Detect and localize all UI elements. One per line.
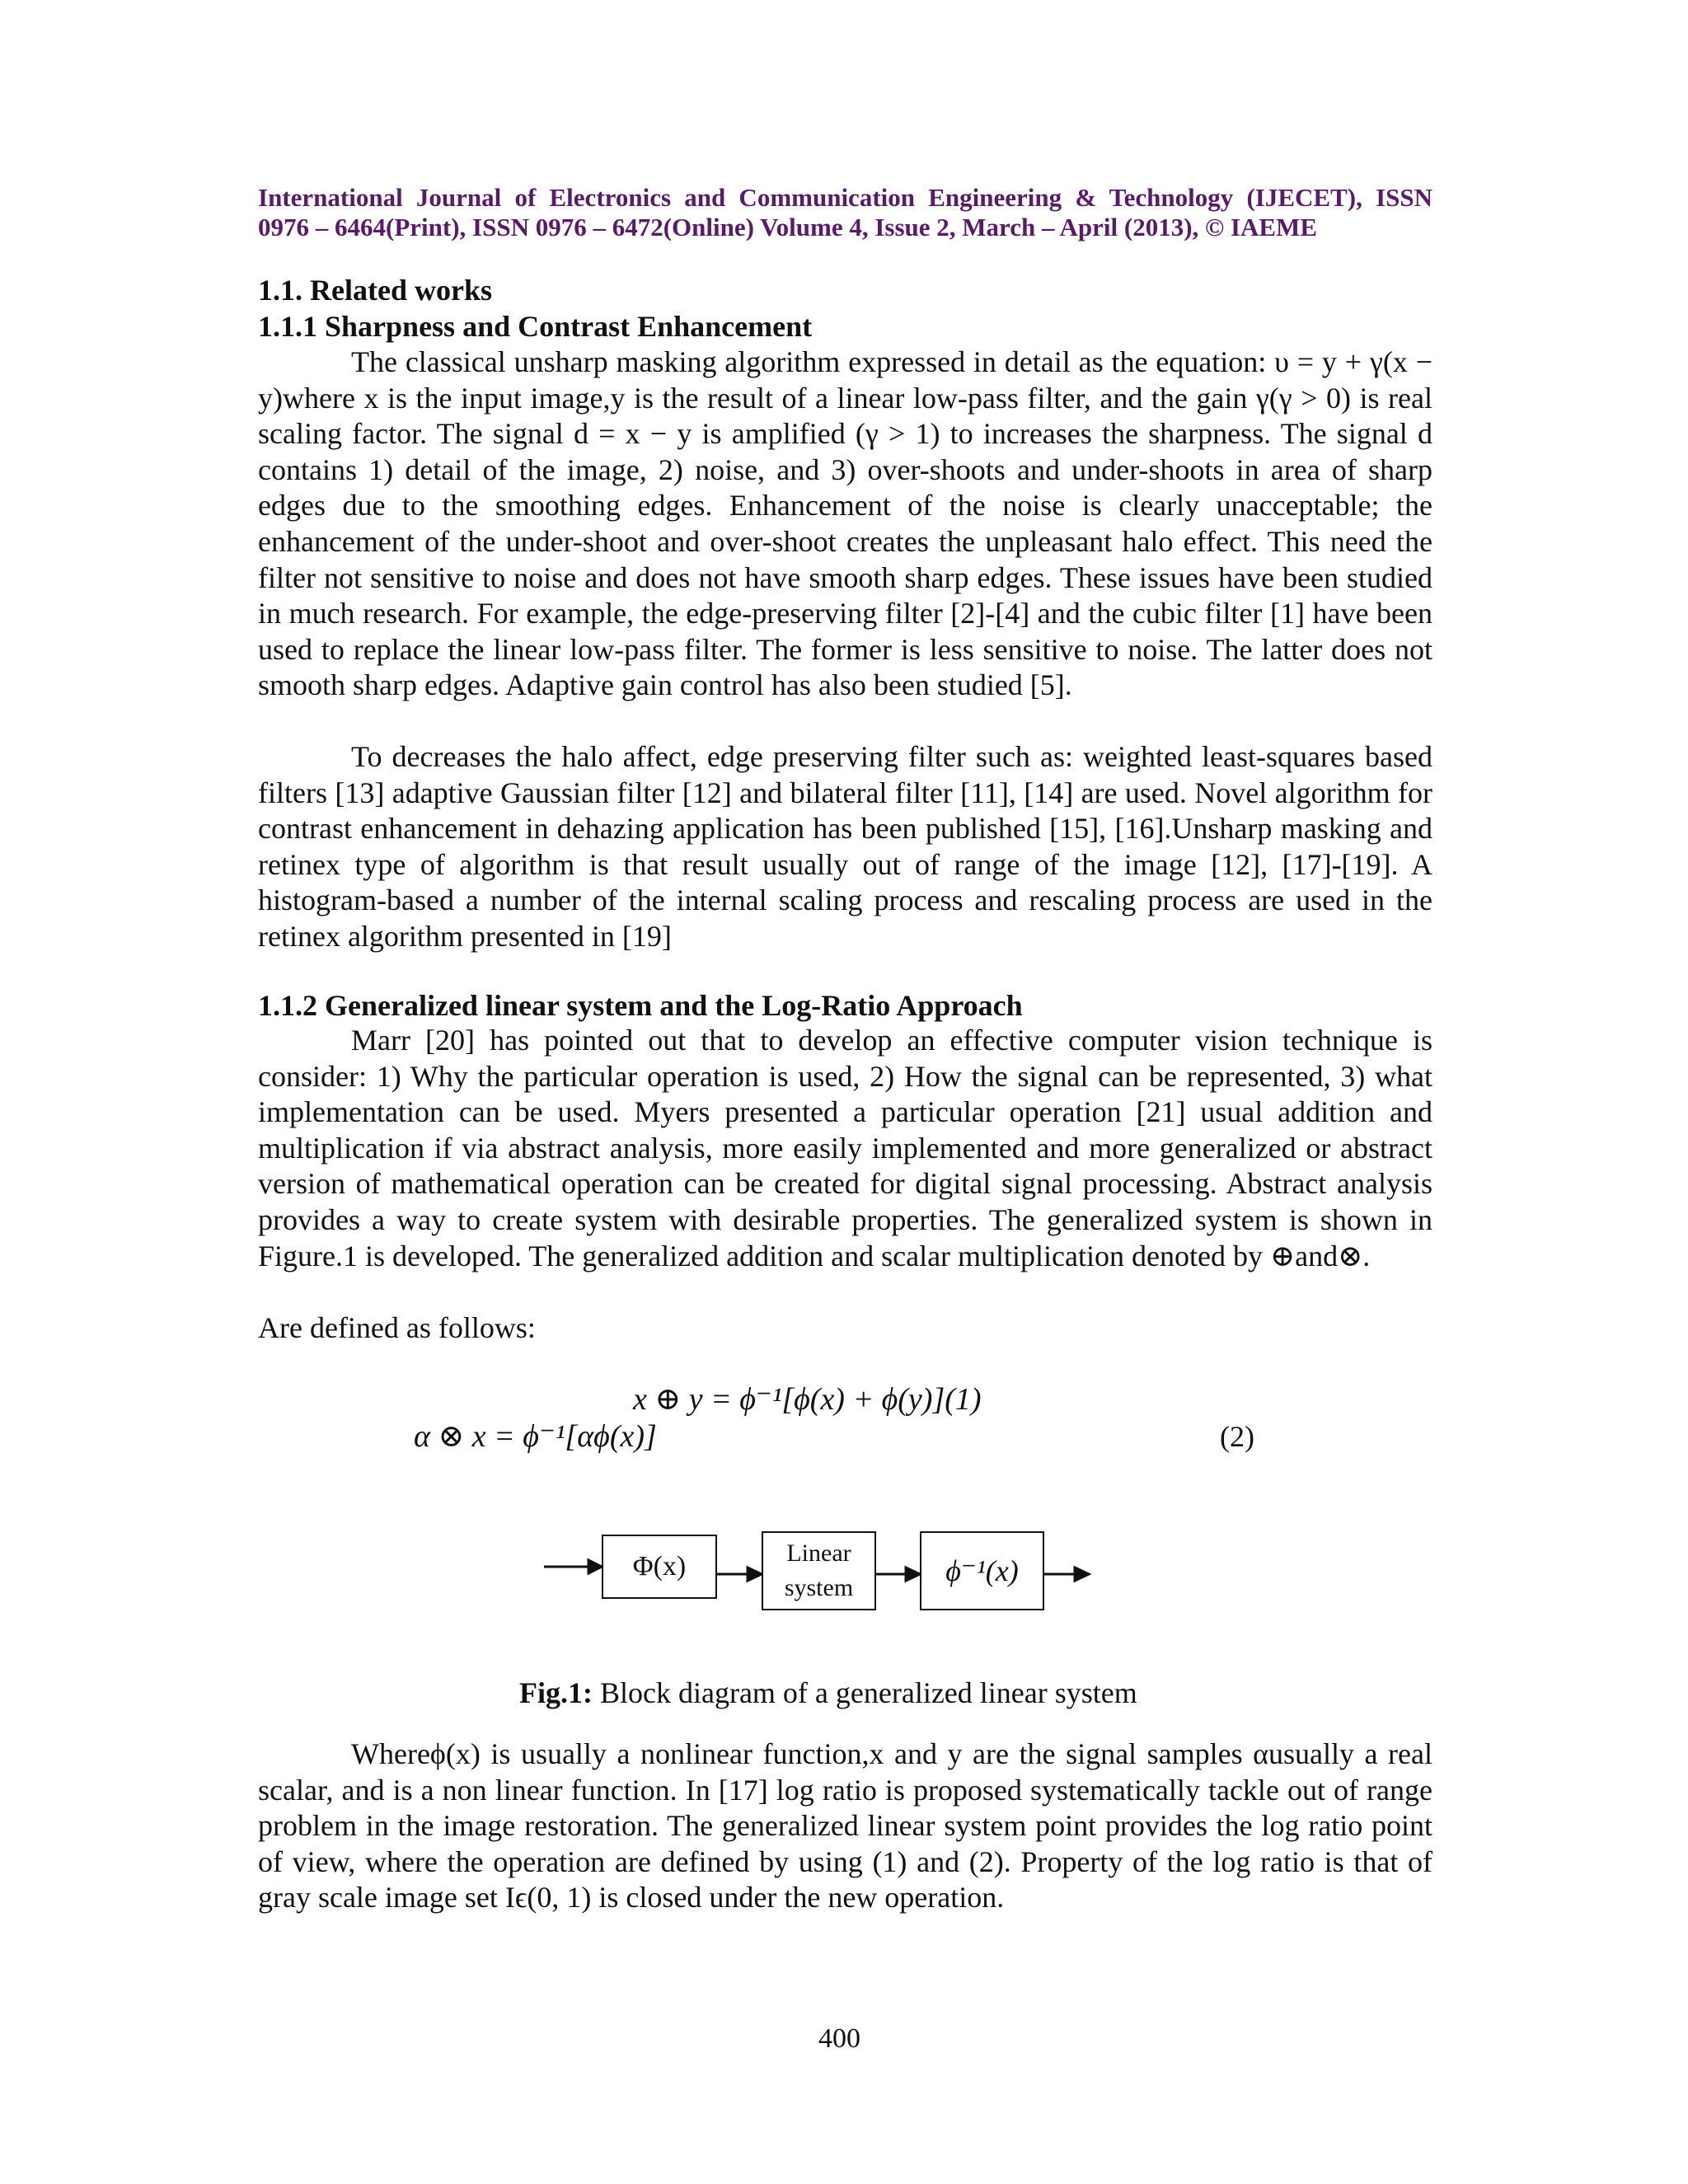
block-phi-inverse-label: ϕ⁻¹(x) [945,1554,1019,1587]
paragraph-1-text: The classical unsharp masking algorithm expressed in detail as the equation: υ = y + γ(x − y)where x is the input image,y is the result of a linear low-pass filter, and the gain γ(γ > 0) is real scaling factor. The signal d = x − y is amplified (γ > 1) to increases the sharpness. The signal d contains 1) detail of the image, 2) noise, and 3) over-shoots and under-shoots in area of sharp edges due to the smoothing edges. Enhancement of the noise is clearly unacceptable; the enhancement of the under-shoot and over-shoot creates the unpleasant halo effect. This need the filter not sensitive to noise and does not have smooth sharp edges. These issues have been studied in much research. For example, the edge-preserving filter [2]-[4] and the cubic filter [1] have been used to replace the linear low-pass filter. The former is less sensitive to noise. The latter does not smooth sharp edges. Adaptive gain control has also been studied [5]. [258,345,1432,702]
page-number: 400 [818,2023,860,2054]
block-linear-system [762,1531,876,1610]
arrow-1-to-2-head [748,1568,762,1581]
figure-caption [519,1675,1137,1711]
paragraph-3-text: Marr [20] has pointed out that to develop an effective computer vision technique is consider: 1) Why the particular operation is used, 2) How the signal can be represented, 3) what implementation can be used. Myers presented a particular operation [21] usual addition and multiplication if via abstract analysis, more easily implemented and more generalized or abstract version of mathematical operation can be created for digital signal processing. Abstract analysis provides a way to create system with desirable properties. The generalized system is shown in Figure.1 is developed. The generalized addition and scalar multiplication denoted by ⊕and⊗. [258,1024,1432,1272]
paragraph-4: Are defined as follows: [258,1311,536,1344]
arrow-2-to-3-head [906,1568,920,1581]
equation-2: α ⊗ x = ϕ⁻¹[αϕ(x)] [414,1419,657,1454]
subsection-1-title: 1.1.1 Sharpness and Contrast Enhancement [258,310,813,343]
arrow-output-head [1075,1568,1089,1581]
section-title: 1.1. Related works [258,274,492,307]
block-linear-system-label [785,1536,853,1605]
equation-1: x ⊕ y = ϕ⁻¹[ϕ(x) + ϕ(y)](1) [633,1382,982,1417]
figure-caption-label: Fig.1: [519,1676,593,1709]
block-linear-line-1: Linear [786,1540,851,1567]
block-phi-label: Φ(x) [632,1551,687,1582]
paragraph-5-text: Whereϕ(x) is usually a nonlinear function,x and y are the signal samples αusually a real scalar, and is a non linear function. In [17] log ratio is proposed systematically tackle out of range problem in the image restoration. The generalized linear system point provides the log ratio point of view, where the operation are defined by using (1) and (2). Property of the log ratio is that of gray scale image set Iϵ(0, 1) is closed under the new operation. [258,1737,1432,1915]
paragraph-2-text: To decreases the halo affect, edge preserving filter such as: weighted least-squares based filters [13] adaptive Gaussian filter [12] and bilateral filter [11], [14] are used. Novel algorithm for contrast enhancement in dehazing application has been published [15], [16].Unsharp masking and retinex type of algorithm is that result usually out of range of the image [12], [17]-[19]. A histogram-based a number of the internal scaling process and rescaling process are used in the retinex algorithm presented in [19] [258,740,1432,953]
block-phi-inverse [920,1531,1044,1610]
figure-caption-text: Block diagram of a generalized linear system [592,1676,1137,1709]
arrow-input-head [588,1560,602,1573]
subsection-2-title: 1.1.2 Generalized linear system and the Log-Ratio Approach [258,989,1023,1022]
equation-2-number: (2) [1220,1420,1254,1453]
block-linear-line-2: system [784,1574,854,1601]
paragraph-5 [258,1736,1432,1916]
header-line-2: 0976 – 6464(Print), ISSN 0976 – 6472(Online) Volume 4, Issue 2, March – April (2013), © IAEME [258,213,1318,241]
header-line-1: International Journal of Electronics and Communication Engineering & Technology (IJECET), ISSN [258,183,1432,212]
block-phi [602,1535,717,1599]
